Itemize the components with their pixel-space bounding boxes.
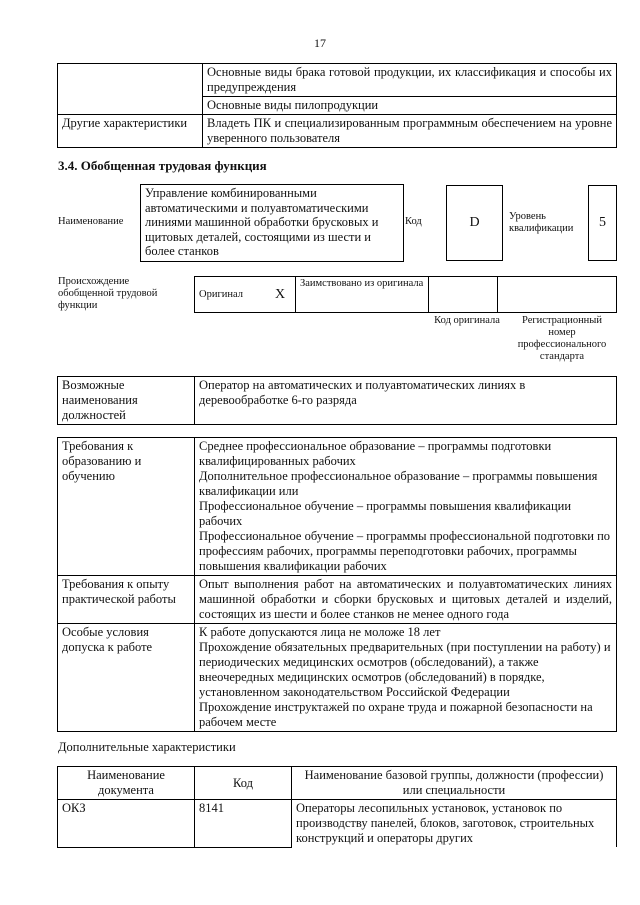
table-cell: Владеть ПК и специализированным программным обеспечением на уровне уверенного пользователя bbox=[203, 115, 617, 148]
level-label: Уровень квалификации bbox=[509, 211, 574, 234]
borrowed-label: Заимствовано из оригинала bbox=[296, 277, 429, 313]
table-row-label: Другие характеристики bbox=[58, 115, 203, 148]
level-value-box bbox=[588, 185, 617, 261]
additional-header: Наименование базовой группы, должности (профессии) или специальности bbox=[292, 767, 617, 800]
requirement-label: Требования к опыту практической работы bbox=[58, 576, 195, 624]
additional-cell: ОКЗ bbox=[58, 800, 195, 848]
positions-label: Возможные наименования должностей bbox=[58, 377, 195, 425]
requirement-line: Опыт выполнения работ на автоматических и полуавтоматических линиях машинной обработки и сборки брусковых и щитовых деталей и изделий, состоящих из шести и более станков не менее одного года bbox=[199, 577, 612, 621]
requirement-label: Требования к образованию и обучению bbox=[58, 438, 195, 576]
requirement-value bbox=[195, 576, 617, 624]
requirement-label: Особые условия допуска к работе bbox=[58, 624, 195, 732]
requirements-table bbox=[57, 437, 617, 732]
requirement-line: К работе допускаются лица не моложе 18 лет bbox=[199, 625, 441, 639]
top-table bbox=[57, 63, 617, 148]
additional-cell: 8141 bbox=[195, 800, 292, 848]
positions-value: Оператор на автоматических и полуавтоматических линиях в деревообработке 6-го разряда bbox=[195, 377, 617, 425]
additional-header: Наименование документа bbox=[58, 767, 195, 800]
section-heading: 3.4. Обобщенная трудовая функция bbox=[58, 158, 267, 173]
additional-cell: Операторы лесопильных установок, установок по производству панелей, блоков, заготовок, строительных конструкций и операторы других bbox=[292, 800, 617, 848]
page-number: 17 bbox=[314, 36, 326, 50]
original-label: Оригинал bbox=[195, 277, 266, 313]
origin-label: Происхождение обобщенной трудовой функции bbox=[58, 276, 158, 311]
name-value-box bbox=[140, 184, 404, 262]
additional-table bbox=[57, 766, 617, 848]
requirement-line: Прохождение обязательных предварительных (при поступлении на работу) и периодических медицинских осмотров (обследований), а также внеочередных медицинских осмотров (обследований) в порядке, установленном законодательством Российской Федерации bbox=[199, 640, 611, 699]
positions-table bbox=[57, 376, 617, 425]
additional-header: Код bbox=[195, 767, 292, 800]
code-original-caption: Код оригинала bbox=[434, 315, 500, 326]
code-value-box bbox=[446, 185, 503, 261]
additional-title: Дополнительные характеристики bbox=[58, 740, 236, 754]
table-row-label bbox=[58, 64, 203, 115]
reg-number-cell bbox=[498, 277, 617, 313]
requirement-line: Профессиональное обучение – программы повышения квалификации рабочих bbox=[199, 499, 572, 528]
name-label: Наименование bbox=[58, 216, 124, 227]
reg-number-caption: Регистрационный номер профессионального стандарта bbox=[517, 315, 607, 362]
origin-table bbox=[194, 276, 617, 313]
name-value: Управление комбинированными автоматическими и полуавтоматическими линиями машинной обработки брусковых и щитовых деталей, состоящими из шести и более станков bbox=[145, 186, 379, 258]
requirement-line: Профессиональное обучение – программы профессиональной подготовки по профессиям рабочих, программы переподготовки рабочих, программы повышения квалификации рабочих bbox=[199, 529, 611, 573]
code-original-cell bbox=[429, 277, 498, 313]
requirement-line: Дополнительное профессиональное образование – программы повышения квалификации или bbox=[199, 469, 598, 498]
requirement-line: Прохождение инструктажей по охране труда и пожарной безопасности на рабочем месте bbox=[199, 700, 593, 729]
code-value: D bbox=[469, 215, 480, 230]
requirement-value bbox=[195, 624, 617, 732]
requirement-line: Среднее профессиональное образование – программы подготовки квалифицированных рабочих bbox=[199, 439, 552, 468]
level-value: 5 bbox=[599, 215, 606, 230]
table-cell: Основные виды пилопродукции bbox=[203, 97, 617, 115]
code-label: Код bbox=[405, 216, 422, 227]
table-cell: Основные виды брака готовой продукции, их классификация и способы их предупреждения bbox=[203, 64, 617, 97]
original-mark: X bbox=[265, 277, 296, 313]
requirement-value bbox=[195, 438, 617, 576]
